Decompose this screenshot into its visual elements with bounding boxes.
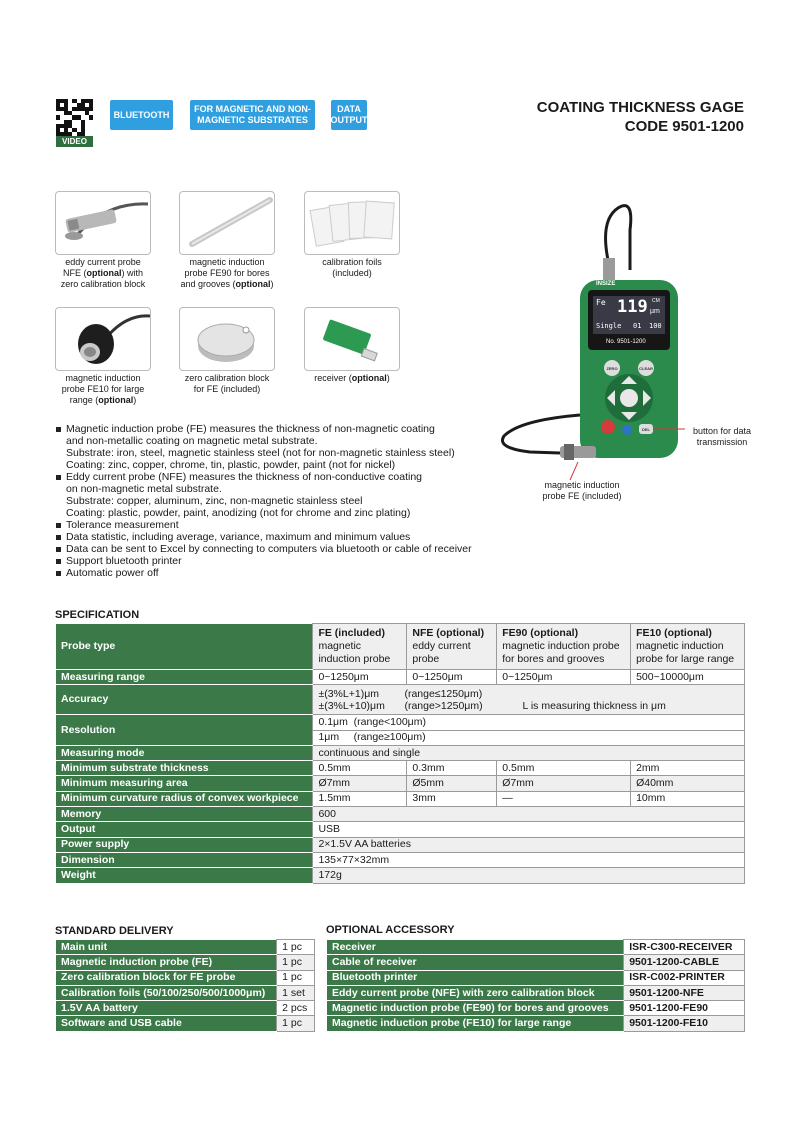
accuracy-range1: (range≤1250μm) [404, 687, 483, 700]
spec-cell: 2mm [631, 761, 745, 776]
feature-item: Data statistic, including average, variance, maximum and minimum values [56, 531, 496, 543]
screen-cm: CM [652, 298, 660, 304]
table-row [56, 1016, 315, 1031]
qr-video-label: VIDEO [56, 136, 93, 147]
probe-fe90: FE90 (optional) magnetic induction probe for bores and grooves [497, 624, 631, 670]
bluetooth-badge: BLUETOOTH [110, 100, 173, 130]
feature-item: Magnetic induction probe (FE) measures the thickness of non-magnetic coating [56, 423, 496, 435]
item-qty: 1 pc [277, 970, 315, 985]
item-code: 9501-1200-NFE [624, 985, 745, 1000]
probe-nfe: NFE (optional) eddy current probe [407, 624, 497, 670]
accuracy-cell [313, 685, 745, 715]
table-row [56, 970, 315, 985]
accessory-nfe-probe [43, 191, 163, 290]
item-name: Magnetic induction probe (FE90) for bores and grooves [327, 1001, 624, 1016]
spec-label: Minimum measuring area [56, 776, 313, 791]
item-name: Main unit [56, 940, 277, 955]
qr-code[interactable] [56, 99, 93, 147]
optional-accessory-table [326, 939, 745, 1032]
feature-item: Data can be sent to Excel by connecting to computers via bluetooth or cable of receiver [56, 543, 496, 555]
spec-label: Minimum substrate thickness [56, 761, 313, 776]
accessory-caption: zero calibration block for FE (included) [184, 373, 270, 394]
spec-label: Resolution [56, 715, 313, 746]
table-row [56, 985, 315, 1000]
receiver-image [304, 307, 400, 371]
fe90-probe-image [179, 191, 275, 255]
table-row [56, 940, 315, 955]
item-name: Cable of receiver [327, 955, 624, 970]
accessory-caption: receiver (optional) [314, 373, 390, 383]
spec-cell: USB [313, 822, 745, 837]
item-name: Eddy current probe (NFE) with zero calibration block [327, 985, 624, 1000]
spec-label: Measuring mode [56, 745, 313, 760]
spec-cell: 10mm [631, 791, 745, 806]
table-row [327, 1001, 745, 1016]
screen-single: Single [596, 322, 622, 330]
accessory-zero-block [167, 307, 287, 395]
spec-cell: 0~1250μm [497, 670, 631, 685]
qr-pattern [56, 99, 93, 136]
spec-title: SPECIFICATION [55, 609, 140, 621]
feature-item: Automatic power off [56, 567, 496, 579]
spec-cell: 0.5mm [497, 761, 631, 776]
screen-value: 119 [617, 297, 648, 317]
device-brand: INSIZE [596, 281, 616, 287]
spec-cell: continuous and single [313, 745, 745, 760]
feature-detail: Substrate: iron, steel, magnetic stainless steel (not for non-magnetic stainless steel) [66, 447, 455, 459]
callout-fe-probe: magnetic induction probe FE (included) [542, 480, 622, 501]
accessory-caption: eddy current probe NFE (optional) with zero calibration block [60, 257, 146, 289]
spec-label: Memory [56, 807, 313, 822]
screen-count: 01 [633, 322, 642, 330]
standard-delivery-title: STANDARD DELIVERY [55, 925, 174, 937]
standard-delivery-table [55, 939, 315, 1032]
spec-cell: 2×1.5V AA batteries [313, 837, 745, 852]
screen-mode: Fe [596, 298, 606, 307]
item-name: Zero calibration block for FE probe [56, 970, 277, 985]
item-code: 9501-1200-FE90 [624, 1001, 745, 1016]
nfe-probe-image [55, 191, 151, 255]
screen-max: 100 [649, 322, 662, 330]
item-qty: 1 pc [277, 1016, 315, 1031]
clear-button[interactable]: CLEAR [639, 366, 653, 371]
item-name: Receiver [327, 940, 624, 955]
spec-label: Measuring range [56, 670, 313, 685]
accuracy-range2: (range>1250μm) [404, 699, 483, 712]
spec-cell: 135×77×32mm [313, 852, 745, 867]
item-qty: 1 pc [277, 940, 315, 955]
feature-item: Eddy current probe (NFE) measures the thickness of non-conductive coating [56, 471, 496, 483]
item-code: ISR-C002-PRINTER [624, 970, 745, 985]
table-row [56, 1001, 315, 1016]
feature-item: Tolerance measurement [56, 519, 496, 531]
spec-cell: 0~1250μm [407, 670, 497, 685]
item-name: 1.5V AA battery [56, 1001, 277, 1016]
spec-cell: 3mm [407, 791, 497, 806]
spec-cell: Ø7mm [497, 776, 631, 791]
del-button[interactable]: DEL [642, 427, 650, 432]
spec-cell: 500~10000μm [631, 670, 745, 685]
spec-table [55, 623, 745, 884]
spec-label: Dimension [56, 852, 313, 867]
feature-detail: on non-magnetic metal substrate. [66, 483, 222, 495]
table-row [56, 955, 315, 970]
gage-device [500, 200, 760, 520]
accessory-receiver [292, 307, 412, 384]
item-name: Bluetooth printer [327, 970, 624, 985]
spec-cell: 0.3mm [407, 761, 497, 776]
item-qty: 2 pcs [277, 1001, 315, 1016]
callout-data-button: button for data transmission [692, 426, 752, 447]
probe-fe10: FE10 (optional) magnetic induction probe for large range [631, 624, 745, 670]
optional-accessory-title: OPTIONAL ACCESSORY [326, 924, 455, 936]
table-row [327, 940, 745, 955]
spec-cell: Ø40mm [631, 776, 745, 791]
feature-detail: Coating: zinc, copper, chrome, tin, plastic, powder, paint (not for nickel) [66, 459, 396, 471]
item-qty: 1 pc [277, 955, 315, 970]
item-code: ISR-C300-RECEIVER [624, 940, 745, 955]
spec-cell: — [497, 791, 631, 806]
item-name: Magnetic induction probe (FE) [56, 955, 277, 970]
accessory-fe10-probe [43, 307, 163, 406]
item-name: Magnetic induction probe (FE10) for large range [327, 1016, 624, 1031]
feature-detail: Coating: plastic, powder, paint, anodizing (not for chrome and zinc plating) [66, 507, 411, 519]
fe10-probe-image [55, 307, 151, 371]
probe-type-label: Probe type [56, 624, 313, 670]
probe-fe: FE (included) magnetic induction probe [313, 624, 407, 670]
spec-cell: Ø7mm [313, 776, 407, 791]
feature-detail: Substrate: copper, aluminum, zinc, non-magnetic stainless steel [66, 495, 363, 507]
substrates-badge: FOR MAGNETIC AND NON-MAGNETIC SUBSTRATES [190, 100, 315, 130]
item-code: 9501-1200-CABLE [624, 955, 745, 970]
spec-label: Accuracy [56, 685, 313, 715]
table-row [327, 955, 745, 970]
accuracy-line2: ±(3%L+10)μm [318, 699, 385, 712]
accessory-caption: magnetic induction probe FE10 for large range (optional) [61, 373, 145, 405]
product-title [537, 98, 744, 136]
product-name: COATING THICKNESS GAGE [536, 99, 744, 116]
resolution-line2: 1μm (range≥100μm) [313, 730, 745, 745]
accuracy-note: L is measuring thickness in μm [522, 699, 666, 712]
accessory-calibration-foils [292, 191, 412, 279]
item-code: 9501-1200-FE10 [624, 1016, 745, 1031]
spec-label: Power supply [56, 837, 313, 852]
spec-cell: 1.5mm [313, 791, 407, 806]
accessory-caption: calibration foils (included) [322, 257, 382, 278]
table-row [327, 1016, 745, 1031]
spec-cell: 600 [313, 807, 745, 822]
spec-cell: Ø5mm [407, 776, 497, 791]
resolution-line1: 0.1μm (range<100μm) [313, 715, 745, 730]
spec-label: Minimum curvature radius of convex workpiece [56, 791, 313, 806]
table-row [327, 970, 745, 985]
item-name: Software and USB cable [56, 1016, 277, 1031]
item-name: Calibration foils (50/100/250/500/1000μm) [56, 985, 277, 1000]
feature-item: Support bluetooth printer [56, 555, 496, 567]
spec-cell: 0~1250μm [313, 670, 407, 685]
data-output-badge: DATA OUTPUT [331, 100, 367, 130]
screen-unit: µm [650, 308, 660, 315]
feature-list [56, 423, 496, 579]
zero-button[interactable]: ZERO [606, 366, 618, 371]
spec-label: Output [56, 822, 313, 837]
product-code: CODE 9501-1200 [624, 118, 744, 135]
table-row [327, 985, 745, 1000]
accessory-caption: magnetic induction probe FE90 for bores and grooves (optional) [180, 257, 274, 289]
spec-cell: 0.5mm [313, 761, 407, 776]
accessory-fe90-probe [167, 191, 287, 290]
spec-label: Weight [56, 868, 313, 883]
feature-detail: and non-metallic coating on magnetic metal substrate. [66, 435, 318, 447]
accuracy-line1: ±(3%L+1)μm [318, 687, 379, 700]
device-model: No. 9501-1200 [606, 339, 646, 345]
zero-block-image [179, 307, 275, 371]
item-qty: 1 set [277, 985, 315, 1000]
spec-cell: 172g [313, 868, 745, 883]
calibration-foils-image [304, 191, 400, 255]
